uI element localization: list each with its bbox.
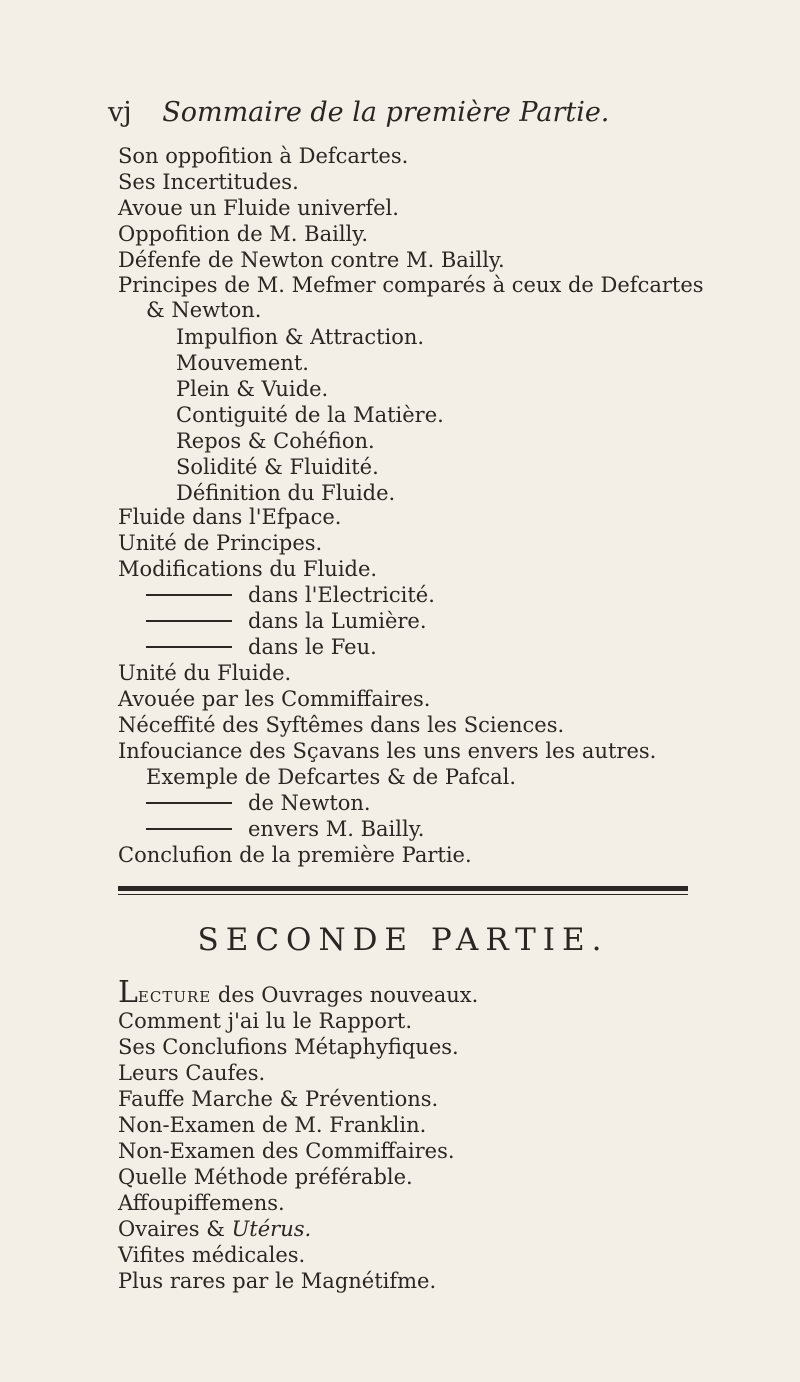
summary-line: Mouvement. <box>176 351 309 375</box>
summary-line: Ses Conclufions Métaphyfiques. <box>118 1035 459 1059</box>
summary-line: Défenfe de Newton contre M. Bailly. <box>118 248 505 272</box>
ditto-dash <box>146 620 232 622</box>
summary-line: Définition du Fluide. <box>176 481 396 505</box>
summary-line: Affoupiffemens. <box>118 1191 285 1215</box>
summary-line-ditto <box>146 816 424 842</box>
summary-line: Vifites médicales. <box>118 1243 306 1267</box>
part-heading: SECONDE PARTIE. <box>197 922 609 958</box>
summary-line: Fluide dans l'Efpace. <box>118 505 342 529</box>
summary-line: & Newton. <box>146 298 262 322</box>
ditto-dash <box>146 646 232 648</box>
summary-line: Fauffe Marche & Préventions. <box>118 1087 439 1111</box>
summary-line: Non-Examen de M. Franklin. <box>118 1113 427 1137</box>
summary-line: Principes de M. Mefmer comparés à ceux de Defcartes <box>118 273 704 297</box>
summary-line-ditto <box>146 790 371 816</box>
summary-line: Modifications du Fluide. <box>118 557 378 581</box>
summary-line: Impulfion & Attraction. <box>176 325 425 349</box>
summary-line: Solidité & Fluidité. <box>176 455 379 479</box>
summary-line: Avouée par les Commiffaires. <box>118 687 431 711</box>
summary-line-text: dans l'Electricité. <box>248 583 435 607</box>
summary-line: Exemple de Defcartes & de Pafcal. <box>146 765 517 789</box>
summary-line: Conclufion de la première Partie. <box>118 843 472 867</box>
summary-line: Infouciance des Sçavans les uns envers les autres. <box>118 739 657 763</box>
summary-line: Non-Examen des Commiffaires. <box>118 1139 455 1163</box>
ditto-dash <box>146 828 232 830</box>
summary-line: Unité du Fluide. <box>118 661 292 685</box>
summary-line: Repos & Cohéfion. <box>176 429 375 453</box>
summary-line-ditto <box>146 608 427 634</box>
initial-letter: L <box>118 975 138 1010</box>
running-title: Sommaire de la première Partie. <box>162 97 610 128</box>
ditto-dash <box>146 594 232 596</box>
summary-line: Oppofition de M. Bailly. <box>118 222 369 246</box>
summary-line: Comment j'ai lu le Rapport. <box>118 1009 413 1033</box>
summary-line: Leurs Caufes. <box>118 1061 266 1085</box>
italic-term: Utérus. <box>231 1217 312 1241</box>
summary-line: Unité de Principes. <box>118 531 323 555</box>
summary-line-lead <box>118 975 479 1010</box>
summary-line-text: des Ouvrages nouveaux. <box>211 983 479 1007</box>
summary-line: Néceffité des Syftêmes dans les Sciences. <box>118 713 565 737</box>
summary-line: Contiguité de la Matière. <box>176 403 444 427</box>
summary-line-ditto <box>146 634 377 660</box>
summary-line: Quelle Méthode préférable. <box>118 1165 413 1189</box>
summary-line: Plus rares par le Magnétifme. <box>118 1269 437 1293</box>
section-divider <box>118 886 688 891</box>
smallcaps-word: ECTURE <box>137 988 212 1006</box>
summary-line-text: dans la Lumière. <box>248 609 427 633</box>
summary-line-text: de Newton. <box>248 791 371 815</box>
section-divider-thin <box>118 894 688 895</box>
summary-line: Son oppofition à Defcartes. <box>118 144 409 168</box>
summary-line-text: envers M. Bailly. <box>248 817 425 841</box>
summary-line-text: dans le Feu. <box>248 635 377 659</box>
running-head <box>108 96 609 130</box>
summary-line: Plein & Vuide. <box>176 377 329 401</box>
summary-line-ditto <box>146 582 435 608</box>
summary-line: Avoue un Fluide univerfel. <box>118 196 399 220</box>
summary-line-mixed <box>118 1216 311 1242</box>
summary-line-text: Ovaires & <box>118 1217 232 1241</box>
page-folio: vj <box>108 97 132 128</box>
ditto-dash <box>146 802 232 804</box>
summary-line: Ses Incertitudes. <box>118 170 299 194</box>
